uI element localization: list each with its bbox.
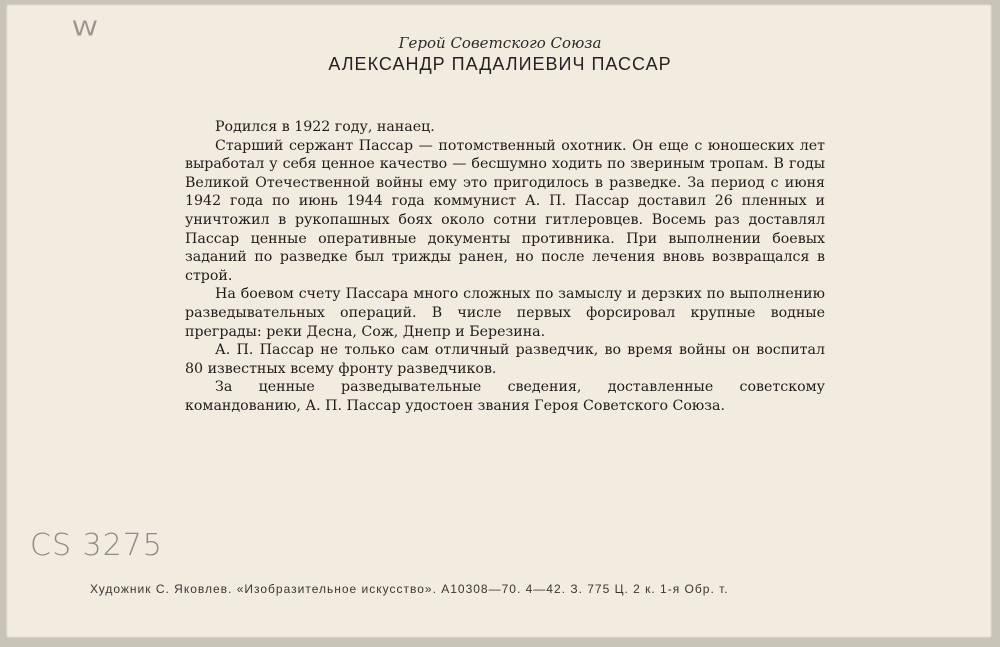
hero-subtitle: Герой Советского Союза <box>398 34 602 52</box>
paragraph-award: За ценные разведывательные сведения, доставленные советскому командованию, А. П. Пассар удостоен звания Героя Советского Союза. <box>185 379 825 414</box>
biography-text <box>185 118 825 416</box>
catalog-number: CS 3275 <box>30 528 163 563</box>
paragraph-training: А. П. Пассар не только сам отличный разведчик, во время войны он воспитал 80 известных всему фронту разведчиков. <box>185 342 825 377</box>
handwritten-mark: W <box>72 17 96 41</box>
paragraph-service: Старший сержант Пассар — потомственный охотник. Он еще с юношеских лет выработал у себя ценное качество — бесшумно ходить по звериным тропам. В годы Великой Отечественной войны ему это пригодилось в разведке. За период с июня 1942 года по июнь 1944 года коммунист А. П. Пассар доставил 26 пленных и уничтожил в рукопашных боях около сотни гитлеровцев. Восемь раз доставлял Пассар ценные оперативные документы противника. При выполнении боевых заданий по разведке был трижды ранен, но после лечения вновь возвращался в строй. <box>185 137 825 284</box>
paragraph-birth: Родился в 1922 году, нанаец. <box>215 119 435 135</box>
publisher-imprint: Художник С. Яковлев. «Изобразительное искусство». А10308—70. 4—42. З. 775 Ц. 2 к. 1-я Обр. т. <box>90 582 729 596</box>
hero-name: АЛЕКСАНДР ПАДАЛИЕВИЧ ПАССАР <box>328 54 672 74</box>
paragraph-operations: На боевом счету Пассара много сложных по замыслу и дерзких по выполнению разведывательных операций. В числе первых форсировал крупные водные преграды: реки Десна, Сож, Днепр и Березина. <box>185 286 825 340</box>
